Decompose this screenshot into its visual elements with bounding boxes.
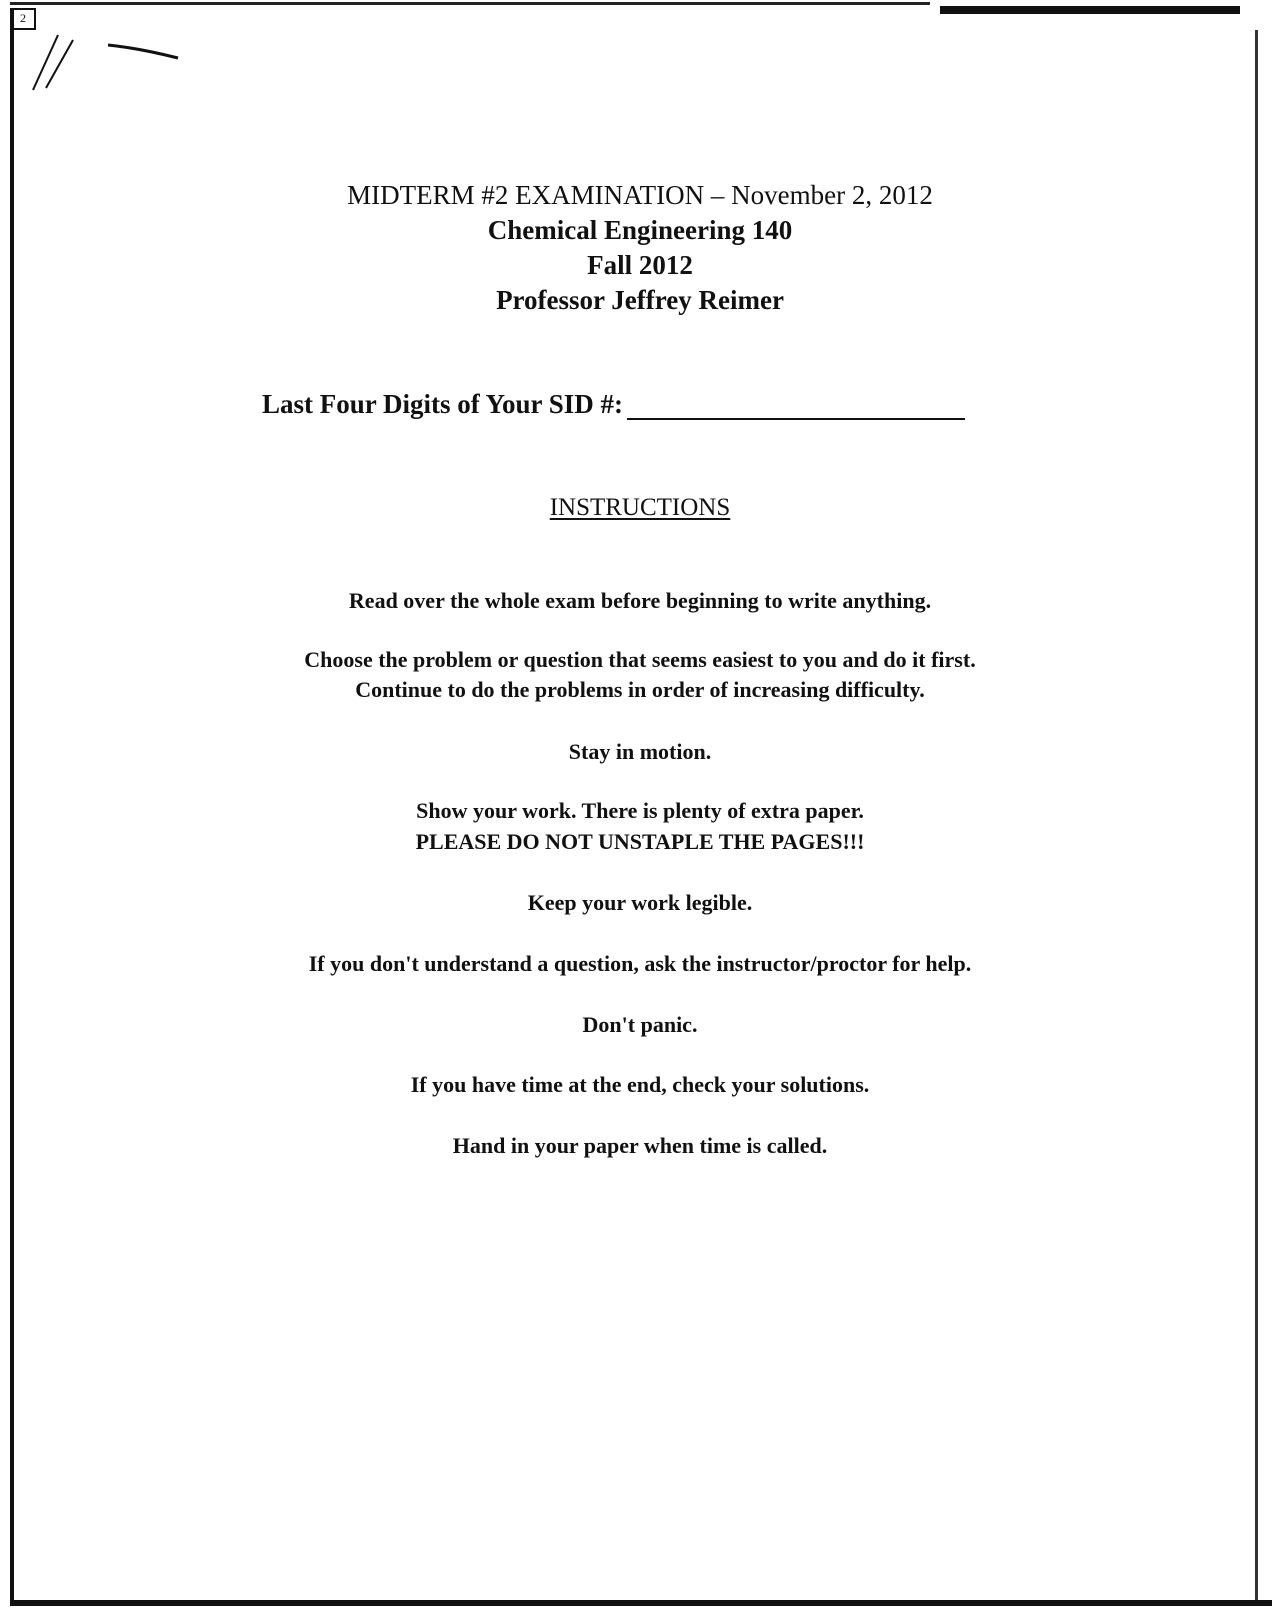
sid-input-line[interactable]	[627, 388, 965, 420]
exam-title: MIDTERM #2 EXAMINATION – November 2, 2012	[347, 180, 933, 210]
instruction-item: Continue to do the problems in order of increasing difficulty.	[355, 677, 925, 702]
sid-label: Last Four Digits of Your SID #:	[262, 389, 624, 419]
scan-edge-top-right	[940, 6, 1240, 14]
handwritten-mark	[28, 30, 188, 100]
instruction-item: Keep your work legible.	[527, 890, 753, 915]
instructions-heading: INSTRUCTIONS	[549, 494, 731, 521]
term: Fall 2012	[587, 250, 693, 280]
scan-edge-top	[10, 2, 930, 5]
professor-name: Professor Jeffrey Reimer	[496, 285, 784, 315]
instruction-item: Choose the problem or question that seems easiest to you and do it first.	[304, 647, 976, 672]
sid-field-row	[262, 388, 965, 420]
scan-edge-bottom	[10, 1600, 1272, 1606]
instruction-item: If you don't understand a question, ask the instructor/proctor for help.	[308, 951, 972, 976]
instruction-item: Stay in motion.	[568, 739, 712, 764]
exam-header	[0, 178, 1280, 318]
instruction-item: Don't panic.	[582, 1012, 698, 1037]
page-number-mark: 2	[10, 8, 36, 30]
instruction-item: Show your work. There is plenty of extra paper.	[416, 798, 864, 823]
instruction-item: Hand in your paper when time is called.	[452, 1133, 828, 1158]
course-name: Chemical Engineering 140	[487, 215, 793, 245]
instruction-item: Read over the whole exam before beginning to write anything.	[348, 588, 932, 613]
instruction-item: If you have time at the end, check your solutions.	[410, 1072, 870, 1097]
instruction-item: PLEASE DO NOT UNSTAPLE THE PAGES!!!	[415, 829, 865, 854]
